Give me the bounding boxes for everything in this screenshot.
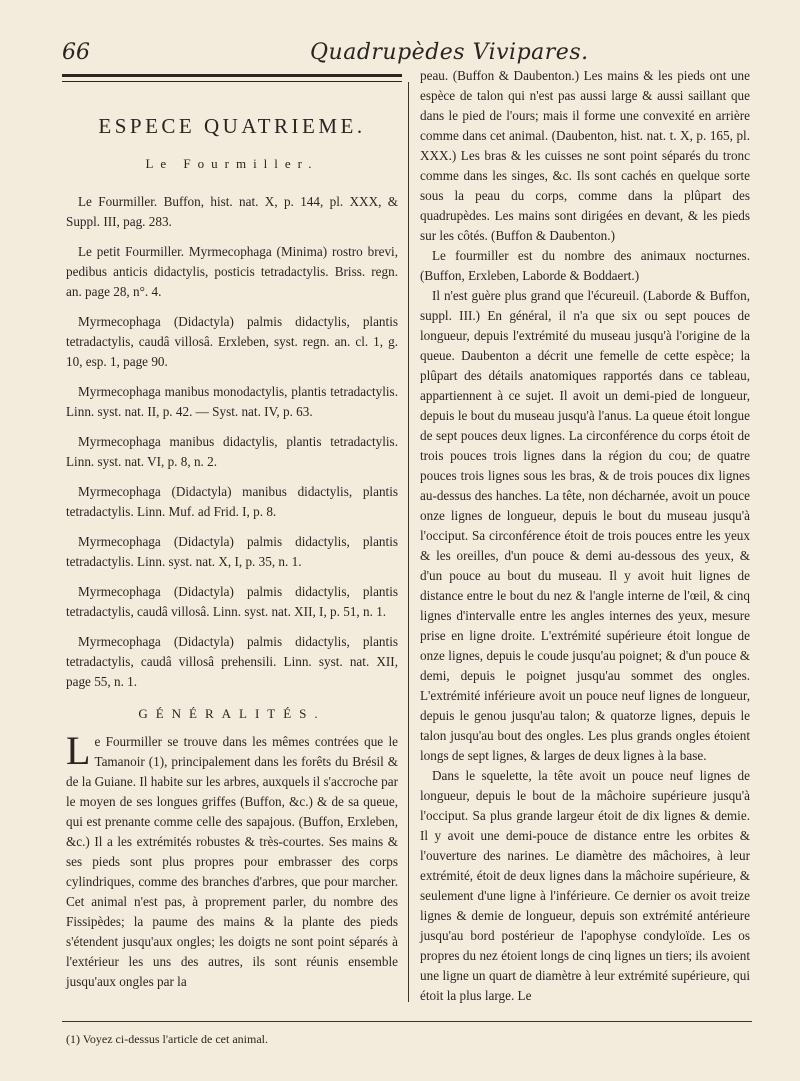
page-number: 66 — [62, 40, 90, 65]
synonym-entry: Myrmecophaga (Didactyla) palmis didactylis, plantis tetradactylis, caudâ villosâ. Linn. syst. nat. XII, I, p. 51, n. 1. — [66, 584, 398, 619]
body-paragraph — [66, 728, 398, 992]
body-paragraph: peau. (Buffon & Daubenton.) Les mains & les pieds ont une espèce de talon qui n'est pas aussi large & aussi saillant que dans le pied de l'ours; mais il forme une convexité en arrière comme dans cet animal. (Daubenton, hist. nat. t. X, p. 165, pl. XXX.) Les bras & les cuisses ne sont point séparés du tronc comme dans les singes, &c. Ils sont cachés en quelque sorte sous la peau du corps, comme dans la plûpart des quadrupèdes. Les mains sont dirigées en devant, & les pieds sur les côtés. (Buffon & Daubenton.) — [420, 68, 750, 243]
species-title: ESPECE QUATRIEME. — [98, 114, 366, 138]
drop-cap: L — [66, 728, 91, 773]
section-title: GÉNÉRALITÉS. — [138, 706, 326, 721]
synonym-entry: Le petit Fourmiller. Myrmecophaga (Minima) rostro brevi, pedibus anticis didactylis, posticis tetradactylis. Briss. regn. an. page 28, n°. 4. — [66, 244, 398, 299]
synonym-entry: Myrmecophaga (Didactyla) manibus didactylis, plantis tetradactylis. Linn. Muf. ad Frid. I, p. 8. — [66, 484, 398, 519]
synonym-entry: Myrmecophaga manibus monodactylis, plantis tetradactylis. Linn. syst. nat. II, p. 42. — Syst. nat. IV, p. 63. — [66, 384, 398, 419]
synonym-entry: Le Fourmiller. Buffon, hist. nat. X, p. 144, pl. XXX, & Suppl. III, pag. 283. — [66, 194, 398, 229]
running-title: Quadrupèdes Vivipares. — [310, 40, 589, 65]
footnote: (1) Voyez ci-dessus l'article de cet animal. — [66, 1032, 268, 1046]
synonym-entry: Myrmecophaga (Didactyla) palmis didactylis, plantis tetradactylis, caudâ villosâ prehensili. Linn. syst. nat. XII, page 55, n. 1. — [66, 634, 398, 689]
synonym-entry: Myrmecophaga (Didactyla) palmis didactylis, plantis tetradactylis. Linn. syst. nat. X, I, p. 35, n. 1. — [66, 534, 398, 569]
species-name: Le Fourmiller. — [145, 156, 319, 171]
right-column — [420, 66, 750, 1006]
column-divider — [408, 82, 409, 1002]
synonym-entry: Myrmecophaga (Didactyla) palmis didactylis, plantis tetradactylis, caudâ villosâ. Erxleben, syst. regn. an. cl. 1, g. 10, esp. 1, page 90. — [66, 314, 398, 369]
left-column — [66, 106, 398, 992]
ornamental-rule — [62, 74, 402, 82]
body-paragraph: Le fourmiller est du nombre des animaux nocturnes. (Buffon, Erxleben, Laborde & Boddaert.) — [420, 248, 750, 283]
body-paragraph: Dans le squelette, la tête avoit un pouce neuf lignes de longueur, depuis le bout de la mâchoire supérieure jusqu'à l'occiput. Sa plus grande largeur étoit de dix lignes & demie. Il y avoit une demi-pouce de distance entre les orbites & l'ouverture des narines. Le diamètre des mâchoires, à leur extrémité, étoit de deux lignes dans la mâchoire supérieure, & seulement d'une ligne à l'inférieure. Ce dernier os avoit treize lignes & demie de longueur, depuis son extrémité antérieure jusqu'au bord postérieur de l'apophyse condyloïde. Les os propres du nez étoient longs de cinq lignes un tiers; ils avoient une ligne un quart de diamètre à leur extrémité supérieure, qui étoit la plus large. Le — [420, 768, 750, 1003]
footnote-rule — [62, 1021, 752, 1022]
body-text: e Fourmiller se trouve dans les mêmes contrées que le Tamanoir (1), principalement dans les forêts du Brésil & de la Guiane. Il habite sur les arbres, auxquels il s'accroche par le moyen de ses longues griffes (Buffon, &c.) & de sa queue, qui est prenante comme celle des sapajous. (Buffon, Erxleben, &c.) Il a les extrémités robustes & très-courtes. Ses mains & ses pieds sont plus propres pour embrasser des corps cylindriques, comme des branches d'arbres, que pour marcher. Cet animal n'est pas, à proprement parler, du nombre des Fissipèdes; la paume des mains & la plante des pieds s'étendent jusqu'aux ongles; les doigts ne sont point séparés à l'extérieur les uns des autres, ils sont réunis ensemble jusqu'aux ongles par la — [66, 734, 398, 989]
body-paragraph: Il n'est guère plus grand que l'écureuil. (Laborde & Buffon, suppl. III.) En général, il n'a que six ou sept pouces de longueur, depuis l'extrémité du museau jusqu'à l'origine de la queue. Daubenton a décrit une femelle de cette espèce; la plûpart des détails anatomiques rapportés dans ce tableau, appartiennent à ce sujet. Il avoit un demi-pied de longueur, depuis le bout du museau jusqu'à l'anus. La queue étoit longue de sept pouces deux lignes. La circonférence du corps étoit de trois pouces trois lignes dans la région du cou; de quatre pouces trois lignes sous les bras, & de trois pouces dix lignes au-dessus des hanches. La tête, non décharnée, avoit un pouce onze lignes de longueur, depuis le bout du museau jusqu'à l'occiput. Sa circonférence étoit de trois pouces entre les yeux & les oreilles, d'un pouce & demi au-dessous des yeux, & d'un pouce au bout du museau. Il y avoit huit lignes de distance entre le bout du nez & l'angle interne de l'œil, & cinq lignes d'intervalle entre les angles internes des yeux, mesure prise en ligne droite. L'extrémité supérieure étoit longue de onze lignes, depuis le coude jusqu'au poignet; & d'un pouce & demi, depuis le poignet jusqu'au sommet des ongles. L'extrémité inférieure avoit un pouce neuf lignes de longueur, depuis le genou jusqu'au talon; & quatorze lignes, depuis le talon jusqu'au bout des ongles. Les plus grands ongles étoient longs de sept lignes, & larges de deux lignes à la base. — [420, 288, 750, 763]
synonym-entry: Myrmecophaga manibus didactylis, plantis tetradactylis. Linn. syst. nat. VI, p. 8, n. 2. — [66, 434, 398, 469]
